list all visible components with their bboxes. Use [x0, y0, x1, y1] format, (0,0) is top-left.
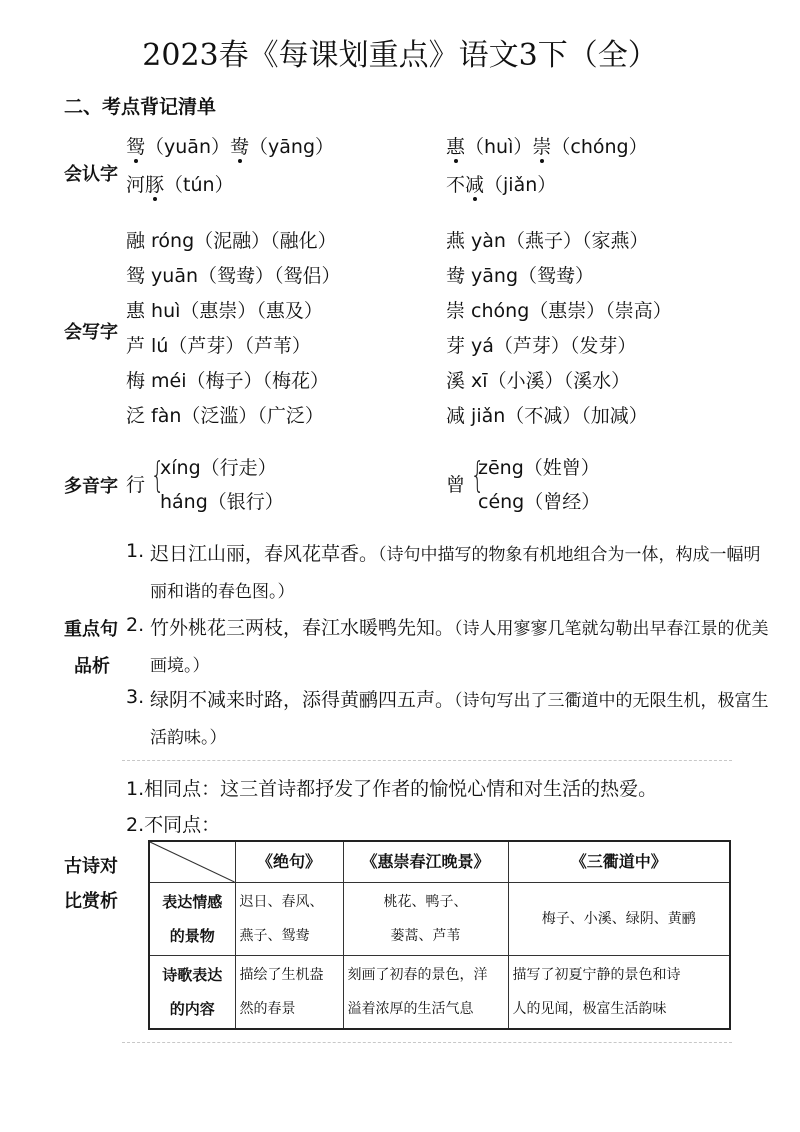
write-item: 溪 xī（小溪）（溪水）	[446, 370, 631, 392]
table-cell: 描绘了生机盎 然的春景	[235, 956, 343, 1030]
key-sentence: 绿阴不减来时路，添得黄鹂四五声。（诗句写出了三衢道中的无限生机，极富生活韵味。）	[150, 689, 769, 748]
table-row	[149, 883, 730, 956]
recognize-item: 鸳（yuān）鸯（yāng）	[126, 136, 335, 158]
write-item: 惠 huì（惠崇）（惠及）	[126, 300, 323, 322]
same-point: 1.相同点：这三首诗都抒发了作者的愉悦心情和对生活的热爱。	[126, 778, 658, 800]
polyphone-reading: xíng（行走）	[160, 457, 277, 479]
polyphone-reading: háng（银行）	[160, 491, 284, 513]
polyphone-char: 行	[126, 474, 146, 496]
write-item: 芦 lú（芦芽）（芦苇）	[126, 335, 311, 357]
recognize-item: 河豚（tún）	[126, 174, 234, 196]
column-header: 《绝句》	[235, 841, 343, 883]
key-sentences-label: 重点句	[64, 619, 118, 640]
brace-icon: {	[470, 455, 485, 496]
comparison-label: 比赏析	[64, 891, 118, 912]
table-cell: 迟日、春风、 燕子、鸳鸯	[235, 883, 343, 956]
column-header: 《惠崇春江晚景》	[343, 841, 508, 883]
key-sentence: 竹外桃花三两枝，春江水暖鸭先知。（诗人用寥寥几笔就勾勒出早春江景的优美画境。）	[150, 617, 769, 676]
recognize-item: 不减（jiǎn）	[446, 174, 557, 196]
row-header: 表达情感 的景物	[149, 883, 235, 956]
table-cell: 描写了初夏宁静的景色和诗 人的见闻，极富生活韵味	[508, 956, 730, 1030]
recognize-label: 会认字	[64, 164, 118, 185]
table-cell: 桃花、鸭子、 蒌蒿、芦苇	[343, 883, 508, 956]
write-item: 燕 yàn（燕子）（家燕）	[446, 230, 649, 252]
comparison-table	[148, 840, 731, 1030]
sentence-number: 3.	[126, 686, 145, 708]
polyphone-reading: céng（曾经）	[478, 491, 601, 513]
brace-icon: {	[150, 455, 165, 496]
table-cell: 刻画了初春的景色，洋 溢着浓厚的生活气息	[343, 956, 508, 1030]
write-label: 会写字	[64, 322, 118, 343]
key-sentence: 迟日江山丽，春风花草香。（诗句中描写的物象有机地组合为一体，构成一幅明丽和谐的春色图。）	[150, 543, 761, 602]
section-heading: 二、考点背记清单	[64, 96, 217, 118]
divider	[122, 1042, 732, 1043]
page-title: 2023春《每课划重点》语文3下（全）	[142, 38, 658, 73]
write-item: 融 róng（泥融）（融化）	[126, 230, 337, 252]
sentence-number: 2.	[126, 614, 145, 636]
write-item: 泛 fàn（泛滥）（广泛）	[126, 405, 324, 427]
table-corner-cell	[149, 841, 235, 883]
divider	[122, 760, 732, 761]
write-item: 鸯 yāng（鸳鸯）	[446, 265, 595, 287]
write-item: 崇 chóng（惠崇）（崇高）	[446, 300, 672, 322]
table-cell: 梅子、小溪、绿阴、黄鹂	[508, 883, 730, 956]
column-header: 《三衢道中》	[508, 841, 730, 883]
polyphone-label: 多音字	[64, 476, 118, 497]
table-header-row	[149, 841, 730, 883]
diff-point: 2.不同点：	[126, 814, 221, 836]
write-item: 减 jiǎn（不减）（加减）	[446, 405, 648, 427]
comparison-label: 古诗对	[64, 856, 118, 877]
polyphone-char: 曾	[446, 474, 466, 496]
write-item: 梅 méi（梅子）（梅花）	[126, 370, 330, 392]
table-row	[149, 956, 730, 1030]
write-item: 鸳 yuān（鸳鸯）（鸳侣）	[126, 265, 341, 287]
sentence-number: 1.	[126, 540, 145, 562]
write-item: 芽 yá（芦芽）（发芽）	[446, 335, 637, 357]
polyphone-reading: zēng（姓曾）	[478, 457, 600, 479]
row-header: 诗歌表达 的内容	[149, 956, 235, 1030]
key-sentences-label: 品析	[74, 656, 110, 677]
recognize-item: 惠（huì）崇（chóng）	[446, 136, 648, 158]
